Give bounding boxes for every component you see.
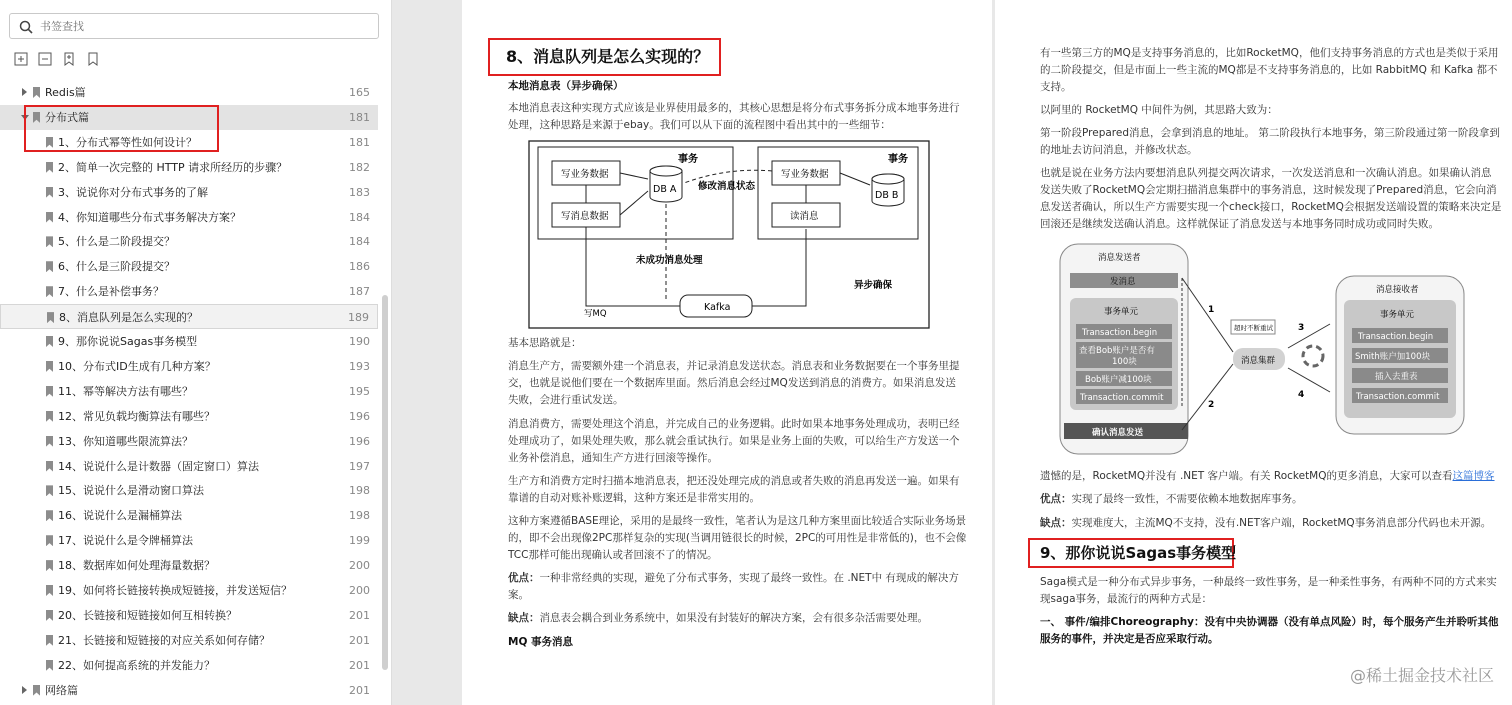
bookmark-icon — [46, 535, 53, 546]
paragraph-line: 生产方和消费方定时扫描本地消息表，把还没处理完成的消息或者失败的消息再发送一遍。如果有 — [508, 475, 960, 487]
bookmark-item[interactable] — [0, 354, 378, 379]
bookmark-icon — [46, 610, 53, 621]
paragraph-line: 支持。 — [1040, 81, 1072, 93]
bookmark-icon — [46, 411, 53, 422]
bookmark-icon — [46, 560, 53, 571]
step-3: 3 — [1298, 323, 1305, 333]
expand-all-icon[interactable] — [14, 51, 28, 65]
bookmark-icon — [46, 286, 53, 297]
tx-begin-right: Transaction.begin — [1358, 332, 1434, 342]
bookmark-page-number: 182 — [349, 160, 370, 174]
bookmark-icon — [46, 510, 53, 521]
paragraph-line: TCC那样可能出现确认或者回滚不了的情况。 — [508, 549, 718, 561]
pro-label: 优点： — [508, 572, 540, 584]
bookmark-group[interactable] — [0, 678, 378, 703]
bob-minus: Bob账户减100块 — [1085, 375, 1152, 385]
bookmark-label: 2、简单一次完整的 HTTP 请求所经历的步骤？ — [58, 160, 288, 174]
bookmark-page-number: 183 — [349, 185, 370, 199]
pro-text: 一种非常经典的实现，避免了分布式事务，实现了最终一致性。在 .NET中 有现成的解决方 — [539, 572, 959, 584]
paragraph-line — [1040, 468, 1495, 485]
page-heading: 8、消息队列是怎么实现的？ — [506, 47, 710, 66]
paragraph-line: 现saga事务，最流行的两种方式是： — [1040, 593, 1213, 605]
tx-right-label: 事务 — [888, 154, 908, 165]
paragraph-line: 有一些第三方的MQ是支持事务消息的，比如RocketMQ，他们支持事务消息的方式也是类似于采用 — [1040, 47, 1499, 59]
paragraph-line: 也就是说在业务方法内要想消息队列提交两次请求，一次发送消息和一次确认消息。如果确认消息 — [1040, 167, 1492, 179]
bookmark-item[interactable] — [0, 205, 378, 230]
bookmark-page-number: 187 — [349, 285, 370, 299]
send-msg: 发消息 — [1110, 277, 1136, 287]
bookmark-page-number: 198 — [349, 509, 370, 523]
bookmark-item[interactable] — [0, 180, 378, 205]
confirm-msg: 确认消息发送 — [1092, 428, 1144, 438]
paragraph-line: 的，即不会出现像2PC那样复杂的实现(当调用链很长的时候，2PC的可用性是非常低的)，也不会像 — [508, 532, 967, 544]
bookmark-label: 21、长链接和短链接的对应关系如何存储？ — [58, 633, 270, 647]
bookmark-label: 1、分布式幂等性如何设计？ — [58, 135, 197, 149]
bookmark-label: 4、你知道哪些分布式事务解决方案？ — [58, 210, 241, 224]
paragraph-line: 一、 事件/编排Choreography：没有中央协调器（没有单点风险）时，每个服务产生并聆听其他 — [1040, 616, 1499, 628]
bookmark-item[interactable] — [0, 379, 378, 404]
bookmark-item[interactable] — [0, 553, 378, 578]
paragraph-line: 的地址去访问消息，并修改状态。 — [1040, 144, 1198, 156]
bookmark-page-number: 199 — [349, 534, 370, 548]
tx-commit-left: Transaction.commit — [1080, 393, 1164, 403]
receiver-label: 消息接收者 — [1376, 285, 1419, 295]
bookmark-page-number: 190 — [349, 335, 370, 348]
bookmark-item[interactable] — [0, 454, 378, 479]
bookmark-icon — [46, 386, 53, 397]
collapse-all-icon[interactable] — [38, 51, 52, 65]
bookmark-icon — [46, 635, 53, 646]
bookmark-page-number: 181 — [349, 110, 370, 124]
section-subtitle: 本地消息表（异步确保） — [508, 80, 624, 92]
paragraph-line — [1040, 491, 1303, 508]
tx-left-label: 事务 — [678, 154, 698, 165]
bookmark-item[interactable] — [0, 254, 378, 279]
bookmark-item[interactable] — [0, 603, 378, 628]
bookmark-page-number: 186 — [349, 260, 370, 274]
paragraph-line: 案。 — [508, 589, 529, 601]
bookmark-item[interactable] — [0, 229, 378, 254]
paragraph-line: 第一阶段Prepared消息，会拿到消息的地址。 第二阶段执行本地事务，第三阶段通过第一阶段拿到 — [1040, 127, 1500, 139]
async-ensure: 异步确保 — [854, 280, 893, 291]
bookmark-icon — [46, 212, 53, 223]
search-icon — [19, 19, 33, 38]
paragraph-line: 本地消息表这种实现方式应该是业界使用最多的，其核心思想是将分布式事务拆分成本地事务进行 — [508, 102, 960, 114]
bookmark-label: 16、说说什么是漏桶算法 — [58, 509, 182, 523]
bookmark-icon — [46, 585, 53, 596]
bookmark-icon — [33, 685, 40, 696]
bookmark-label: 7、什么是补偿事务？ — [58, 285, 164, 299]
con-label: 缺点： — [508, 612, 540, 624]
blog-link[interactable]: 这篇博客 — [1452, 470, 1495, 482]
bookmark-icon — [46, 261, 53, 272]
bookmark-label: 14、说说什么是计数器（固定窗口）算法 — [58, 459, 259, 473]
bookmark-page-number: 196 — [349, 409, 370, 423]
unit-right-label: 事务单元 — [1380, 310, 1415, 320]
con-text: 消息表会耦合到业务系统中，如果没有封装好的解决方案，会有很多杂活需要处理。 — [539, 612, 928, 624]
paragraph-line: 处理成功了，如果处理失败，那么就会重试执行。如果是业务上面的失败，可以给生产方发送一个 — [508, 435, 960, 447]
paragraph-line — [508, 610, 928, 627]
insert-dedup: 插入去重表 — [1375, 372, 1418, 382]
highlight-box-distributed — [24, 105, 219, 152]
bookmark-sidebar — [0, 0, 392, 705]
bookmark-icon — [46, 236, 53, 247]
step-1: 1 — [1208, 305, 1215, 315]
bookmark-label: 6、什么是三阶段提交？ — [58, 260, 175, 274]
paragraph-line: Saga模式是一种分布式异步事务，一种最终一致性事务，是一种柔性事务，有两种不同的方式来实 — [1040, 576, 1497, 588]
step-2: 2 — [1208, 400, 1215, 410]
bookmark-icon — [46, 336, 53, 347]
document-page-left — [462, 0, 992, 705]
write-biz-right: 写业务数据 — [781, 169, 829, 180]
smith-plus: Smith账户加100块 — [1355, 352, 1430, 362]
bookmark-item[interactable] — [0, 429, 378, 454]
bookmark-icon — [46, 660, 53, 671]
rocketmq-note: 遗憾的是，RocketMQ并没有 .NET 客户端。有关 RocketMQ的更多消息，大家可以查看 — [1040, 470, 1453, 482]
section-subtitle: MQ 事务消息 — [508, 636, 574, 648]
write-msg: 写消息数据 — [561, 211, 609, 222]
paragraph-line: 回滚还是继续发送确认消息。这样就保证了消息发送与本地事务同时成功或同时失败。 — [1040, 218, 1439, 230]
bookmark-label: 分布式篇 — [45, 110, 89, 124]
pro-label: 优点： — [1040, 493, 1072, 505]
paragraph-line: 失败，会进行重试发送。 — [508, 394, 624, 406]
bookmark-label: 10、分布式ID生成有几种方案？ — [58, 359, 216, 373]
bookmark-label: 3、说说你对分布式事务的了解 — [58, 185, 208, 199]
check-bob: 查看Bob账户是否有 — [1079, 346, 1155, 356]
bookmark-group[interactable] — [0, 80, 378, 105]
paragraph-line: 息发送者确认，所以生产方需要实现一个check接口，RocketMQ会根据发送端设置的策略来决定是 — [1040, 201, 1502, 213]
bookmark-page-number: 165 — [349, 86, 370, 99]
bookmark-item[interactable] — [0, 279, 378, 304]
watermark: @稀土掘金技术社区 — [1349, 666, 1494, 685]
bookmark-item[interactable] — [0, 528, 378, 553]
tx-begin-left: Transaction.begin — [1082, 328, 1158, 338]
sidebar-scrollbar[interactable] — [382, 295, 388, 670]
read-msg: 读消息 — [790, 211, 819, 222]
pro-text: 实现了最终一致性，不需要依赖本地数据库事务。 — [1071, 493, 1303, 505]
bookmark-page-number: 201 — [349, 683, 370, 697]
paragraph-line: 以阿里的 RocketMQ 中间件为例，其思路大致为： — [1040, 104, 1278, 116]
bookmark-page-number: 200 — [349, 559, 370, 573]
bookmark-item[interactable] — [0, 478, 378, 503]
paragraph-line: 基本思路就是： — [508, 337, 582, 349]
bookmark-page-number: 197 — [349, 459, 370, 473]
bookmark-label: 9、那你说说Sagas事务模型 — [58, 335, 198, 348]
modify-status: 修改消息状态 — [698, 181, 756, 192]
bookmark-label: 15、说说什么是滑动窗口算法 — [58, 484, 204, 498]
kafka-node: Kafka — [704, 302, 731, 313]
bookmark-icon — [46, 461, 53, 472]
bookmark-item[interactable] — [0, 304, 378, 329]
bookmark-page-number: 198 — [349, 484, 370, 498]
bookmark-label: 17、说说什么是令牌桶算法 — [58, 534, 193, 548]
retry-label: 超时不断重试 — [1234, 324, 1273, 332]
bookmark-page-number: 201 — [349, 658, 370, 672]
bookmark-label: Redis篇 — [45, 86, 86, 99]
paragraph-line: 这种方案遵循BASE理论，采用的是最终一致性，笔者认为是这几种方案里面比较适合实际业务场景 — [508, 515, 967, 527]
bookmark-page-number: 200 — [349, 584, 370, 597]
paragraph-line — [508, 570, 959, 587]
chevron-right-icon[interactable] — [22, 686, 27, 694]
write-biz-left: 写业务数据 — [561, 169, 609, 180]
bookmark-page-number: 201 — [349, 608, 370, 622]
bookmark-page-number: 193 — [349, 359, 370, 373]
paragraph-line: 交，也就是说他们要在一个数据库里面。然后消息会经过MQ发送到消息的消费方。如果消息发送 — [508, 377, 956, 389]
add-bookmark-icon[interactable] — [62, 51, 76, 65]
step-4: 4 — [1298, 390, 1305, 400]
db-b: DB B — [875, 190, 899, 201]
write-mq: 写MQ — [584, 309, 607, 319]
bookmark-toolbar — [14, 51, 100, 67]
bookmark-label: 19、如何将长链接转换成短链接，并发送短信？ — [58, 584, 292, 597]
chevron-right-icon[interactable] — [22, 88, 27, 96]
bookmark-item[interactable] — [0, 628, 378, 653]
bookmark-page-number: 201 — [349, 633, 370, 647]
flowchart-diagram — [528, 139, 930, 329]
bookmark-item[interactable] — [0, 404, 378, 429]
bookmark-item[interactable] — [0, 653, 378, 678]
bookmark-item[interactable] — [0, 578, 378, 603]
bookmark-icon — [33, 87, 40, 98]
sender-label: 消息发送者 — [1098, 253, 1141, 263]
bookmark-icon — [46, 187, 53, 198]
paragraph-line: 消息消费方，需要处理这个消息，并完成自己的业务逻辑。此时如果本地事务处理成功，表明已经 — [508, 418, 960, 430]
bookmark-icon — [46, 162, 53, 173]
unit-left-label: 事务单元 — [1104, 307, 1139, 317]
paragraph-line: 靠谱的自动对账补账逻辑，这种方案还是非常实用的。 — [508, 492, 760, 504]
bookmark-label: 5、什么是二阶段提交？ — [58, 235, 175, 249]
bookmark-icon — [46, 436, 53, 447]
bookmark-page-number: 184 — [349, 235, 370, 249]
bookmark-label: 20、长链接和短链接如何互相转换？ — [58, 608, 237, 622]
document-page-right — [995, 0, 1512, 705]
bookmark-label: 18、数据库如何处理海量数据？ — [58, 559, 215, 573]
bookmark-icon — [47, 312, 54, 323]
bookmark-icon — [46, 485, 53, 496]
rocketmq-transaction-diagram — [1058, 242, 1470, 457]
bookmark-item[interactable] — [0, 155, 378, 180]
bookmark-item[interactable] — [0, 503, 378, 528]
paragraph-line: 发送失败了RocketMQ会定期扫描消息集群中的事务消息，这时候发现了Prepared消息，它会向消 — [1040, 184, 1497, 196]
bookmark-icon — [46, 361, 53, 372]
bookmark-search-box[interactable] — [9, 13, 379, 39]
paragraph-line: 处理，这种思路是来源于ebay。我们可以从下面的流程图中看出其中的一些细节： — [508, 119, 891, 131]
bookmark-page-number: 195 — [349, 384, 370, 398]
bookmark-label: 22、如何提高系统的并发能力？ — [58, 658, 215, 672]
bookmark-page-number: 196 — [349, 434, 370, 448]
bookmark-page-number: 184 — [349, 210, 370, 224]
bookmark-icon[interactable] — [86, 51, 100, 65]
bookmark-page-number: 181 — [349, 135, 370, 149]
section-heading: 9、那你说说Sagas事务模型 — [1040, 544, 1237, 562]
bookmark-label: 网络篇 — [45, 683, 78, 697]
msg-cluster: 消息集群 — [1241, 356, 1276, 366]
paragraph-line: 服务的事件，并决定是否应采取行动。 — [1040, 633, 1219, 645]
con-label: 缺点： — [1040, 517, 1072, 529]
paragraph-line: 业务补偿消息，通知生产方进行回滚等操作。 — [508, 452, 718, 464]
paragraph-line — [1040, 515, 1491, 532]
check-bob-2: 100块 — [1112, 357, 1137, 367]
bookmark-page-number: 189 — [348, 311, 369, 325]
bookmark-search-input[interactable] — [40, 17, 360, 35]
failed-msg-handling: 未成功消息处理 — [636, 255, 703, 266]
bookmark-label: 12、常见负载均衡算法有哪些？ — [58, 409, 215, 423]
bookmark-item[interactable] — [0, 329, 378, 354]
con-text: 实现难度大，主流MQ不支持，没有.NET客户端，RocketMQ事务消息部分代码也未开源。 — [1071, 517, 1492, 529]
paragraph-line: 消息生产方，需要额外建一个消息表，并记录消息发送状态。消息表和业务数据要在一个事务里提 — [508, 360, 960, 372]
bookmark-label: 13、你知道哪些限流算法？ — [58, 434, 193, 448]
bookmark-label: 8、消息队列是怎么实现的？ — [59, 311, 198, 325]
paragraph-line: 的二阶段提交，但是市面上一些主流的MQ都是不支持事务消息的，比如 RabbitMQ 和 Kafka 都不 — [1040, 64, 1498, 76]
db-a: DB A — [653, 184, 677, 195]
tx-commit-right: Transaction.commit — [1356, 392, 1440, 402]
bookmark-label: 11、幂等解决方法有哪些？ — [58, 384, 193, 398]
